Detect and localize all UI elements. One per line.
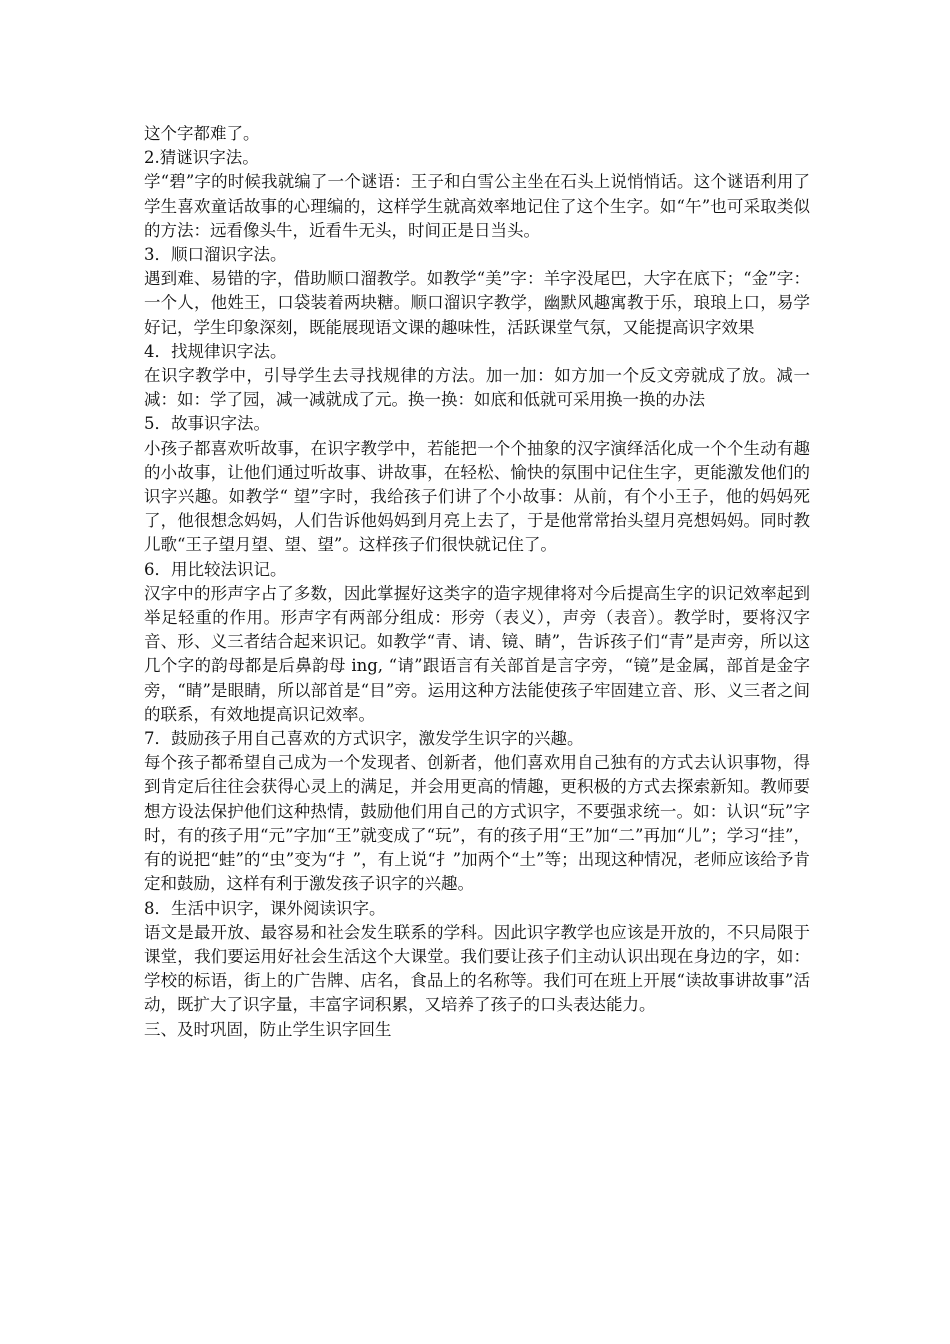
heading-riddle-method: 2.猜谜识字法。 bbox=[144, 148, 259, 168]
paragraph-own-way-method: 每个孩子都希望自己成为一个发现者、创新者，他们喜欢用自己独有的方式去认识事物，得到肯定后往往会获得心灵上的满足，并会用更高的情趣，更积极的方式去探索新知。教师要想方设法保护他们这种热情，鼓励他们用自己的方式识字，不要强求统一。如：认识“玩”字时，有的孩子用“元”字加“王”就变成了“玩”，有的孩子用“王”加“二”再加“儿”；学习“挂”，有的说把“蛙”的“虫”变为“扌”，有上说“扌”加两个“土”等；出现这种情况，老师应该给予肯定和鼓励，这样有利于激发孩子识字的兴趣。 bbox=[144, 753, 810, 894]
paragraph-story-method: 小孩子都喜欢听故事，在识字教学中，若能把一个个抽象的汉字演绎活化成一个个生动有趣的小故事，让他们通过听故事、讲故事，在轻松、愉快的氛围中记住生字，更能激发他们的识字兴趣。如教学“ 望”字时，我给孩子们讲了个小故事：从前，有个小王子，他的妈妈死了，他很想念妈妈，人们告诉他妈妈到月亮上去了，于是他常常抬头望月亮想妈妈。同时教儿歌“王子望月望、望、望”。这样孩子们很快就记住了。 bbox=[144, 438, 810, 555]
heading-comparison-method: 6．用比较法识记。 bbox=[144, 559, 287, 579]
paragraph-continuation: 这个字都难了。 bbox=[144, 124, 260, 143]
heading-story-method: 5．故事识字法。 bbox=[144, 414, 270, 434]
heading-rhyme-method: 3．顺口溜识字法。 bbox=[144, 245, 287, 265]
paragraph-life-reading-method: 语文是最开放、最容易和社会发生联系的学科。因此识字教学也应该是开放的，不只局限于课堂，我们要运用好社会生活这个大课堂。我们要让孩子们主动认识出现在身边的字，如：学校的标语，街上的广告牌、店名，食品上的名称等。我们可在班上开展“读故事讲故事”活动，既扩大了识字量，丰富字词积累，又培养了孩子的口头表达能力。 bbox=[144, 922, 810, 1015]
section-heading-consolidate: 三、及时巩固，防止学生识字回生 bbox=[144, 1019, 392, 1039]
paragraph-riddle-method: 学“碧”字的时候我就编了一个谜语：王子和白雪公主坐在石头上说悄悄话。这个谜语利用了学生喜欢童话故事的心理编的，这样学生就高效率地记住了这个生字。如“午”也可采取类似的方法：远看像头牛，近看牛无头，时间正是日当头。 bbox=[144, 172, 810, 240]
paragraph-rhyme-method: 遇到难、易错的字，借助顺口溜教学。如教学“美”字：羊字没尾巴，大字在底下；“金”字：一个人，他姓王，口袋装着两块糖。顺口溜识字教学，幽默风趣寓教于乐，琅琅上口，易学好记，学生印象深刻，既能展现语文课的趣味性，活跃课堂气氛，又能提高识字效果 bbox=[144, 269, 810, 337]
heading-own-way-method: 7．鼓励孩子用自己喜欢的方式识字，激发学生识字的兴趣。 bbox=[144, 729, 584, 749]
heading-pattern-method: 4．找规律识字法。 bbox=[144, 341, 287, 361]
paragraph-pattern-method: 在识字教学中，引导学生去寻找规律的方法。加一加：如方加一个反文旁就成了放。减一减：如：学了园，减一减就成了元。换一换：如底和低就可采用换一换的办法 bbox=[144, 366, 810, 410]
document-body bbox=[144, 122, 810, 1042]
paragraph-comparison-method: 汉字中的形声字占了多数，因此掌握好这类字的造字规律将对今后提高生字的识记效率起到举足轻重的作用。形声字有两部分组成：形旁（表义），声旁（表音）。教学时，要将汉字音、形、义三者结合起来识记。如教学“青、请、镜、睛”，告诉孩子们“青”是声旁，所以这几个字的韵母都是后鼻韵母 ing, “请”跟语言有关部首是言字旁，“镜”是金属，部首是金字旁，“睛”是眼睛，所以部首是“目”旁。运用这种方法能使孩子牢固建立音、形、义三者之间的联系，有效地提高识记效率。 bbox=[144, 583, 810, 724]
heading-life-reading-method: 8．生活中识字，课外阅读识字。 bbox=[144, 898, 386, 918]
